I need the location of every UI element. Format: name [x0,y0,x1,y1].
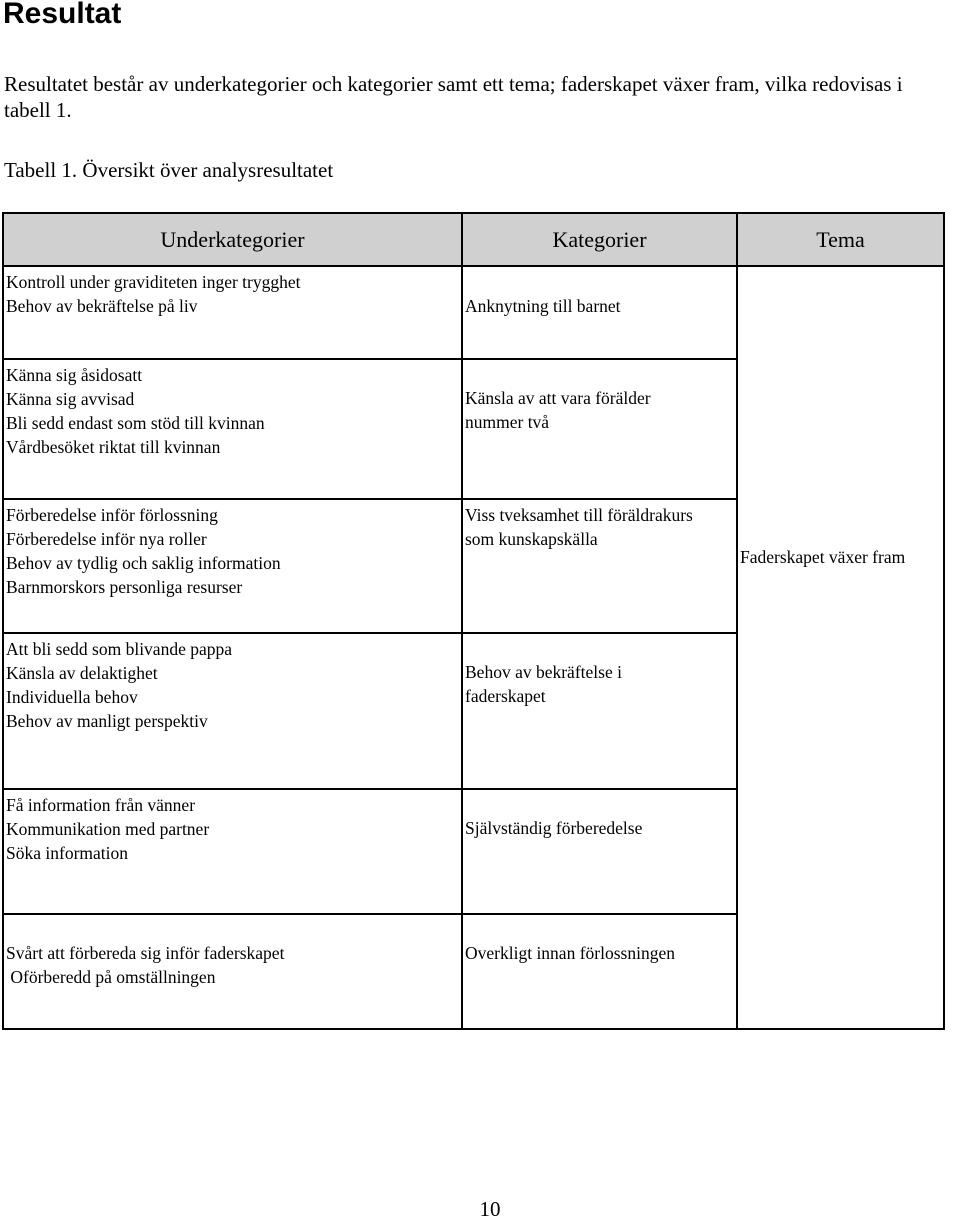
subcategory-cell [4,267,463,360]
header-tema: Tema [738,214,943,267]
category-line: Självständig förberedelse [465,818,643,838]
category-line: som kunskapskälla [465,529,598,549]
category-cell [463,915,738,1028]
subcategory-item: Barnmorskors personliga resurser [6,577,243,597]
category-line: nummer två [465,412,550,432]
subcategory-item: Söka information [6,843,128,863]
subcategory-item: Behov av bekräftelse på liv [6,296,198,316]
theme-cell [738,267,943,1028]
subcategory-cell [4,634,463,790]
category-cell [463,634,738,790]
theme-text: Faderskapet växer fram [740,547,906,567]
subcategory-cell [4,915,463,1028]
subcategory-item: Att bli sedd som blivande pappa [6,639,233,659]
subcategory-item: Känna sig åsidosatt [6,365,143,385]
table-caption: Tabell 1. Översikt över analysresultatet [4,158,334,182]
subcategory-item: Oförberedd på omställningen [6,967,216,987]
subcategory-item: Vårdbesöket riktat till kvinnan [6,437,221,457]
category-cell [463,790,738,915]
intro-paragraph: Resultatet består av underkategorier och kategorier samt ett tema; faderskapet växer fram, vilka redovisas i tabell 1. [4,72,903,122]
category-cell [463,267,738,360]
page-heading: Resultat [3,0,122,30]
header-underkategorier: Underkategorier [4,214,463,267]
subcategory-item: Behov av manligt perspektiv [6,711,208,731]
subcategory-cell [4,790,463,915]
subcategory-item: Behov av tydlig och saklig information [6,553,281,573]
category-line: Viss tveksamhet till föräldrakurs [465,505,693,525]
subcategory-cell [4,500,463,634]
subcategory-item: Få information från vänner [6,795,196,815]
category-line: Behov av bekräftelse i [465,662,622,682]
subcategory-item: Känna sig avvisad [6,389,135,409]
category-line: faderskapet [465,686,546,706]
page-number: 10 [479,1197,501,1221]
subcategory-item: Förberedelse inför nya roller [6,529,207,549]
subcategory-item: Känsla av delaktighet [6,663,158,683]
subcategory-item: Förberedelse inför förlossning [6,505,218,525]
subcategory-item: Svårt att förbereda sig inför faderskapet [6,943,285,963]
category-line: Känsla av att vara förälder [465,388,651,408]
header-kategorier: Kategorier [463,214,738,267]
category-cell [463,360,738,500]
subcategory-item: Bli sedd endast som stöd till kvinnan [6,413,265,433]
category-line: Overkligt innan förlossningen [465,943,675,963]
subcategory-cell [4,360,463,500]
subcategory-item: Individuella behov [6,687,138,707]
category-cell [463,500,738,634]
subcategory-item: Kontroll under graviditeten inger trygghet [6,272,301,292]
category-line: Anknytning till barnet [465,296,621,316]
results-table [2,212,945,1030]
subcategory-item: Kommunikation med partner [6,819,210,839]
